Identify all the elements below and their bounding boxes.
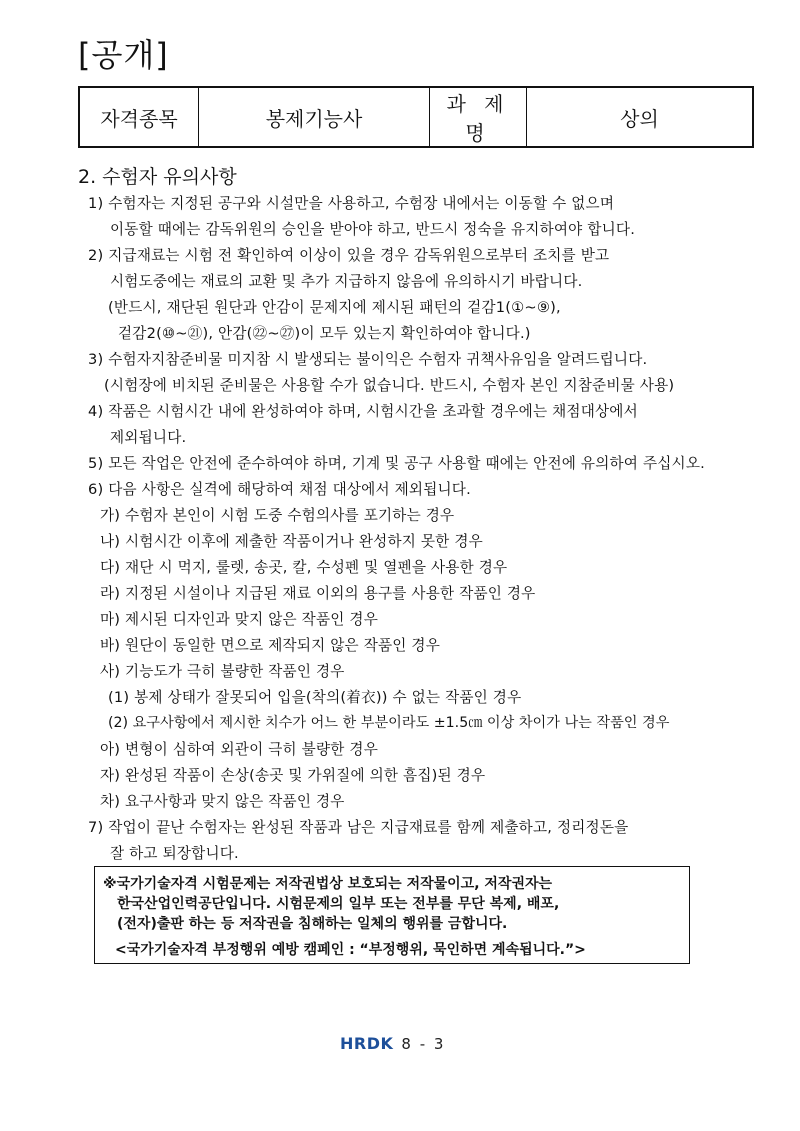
instruction-line: 겉감2(⑩~㉑), 안감(㉒~㉗)이 모두 있는지 확인하여야 합니다.): [118, 325, 531, 342]
instruction-line: 나) 시험시간 이후에 제출한 작품이거나 완성하지 못한 경우: [100, 533, 483, 550]
instruction-line: 7) 작업이 끝난 수험자는 완성된 작품과 남은 지급재료를 함께 제출하고, 정리정돈을: [88, 819, 629, 836]
instruction-line: (2) 요구사항에서 제시한 치수가 어느 한 부분이라도 ±1.5㎝ 이상 차이가 나는 작품인 경우: [108, 715, 670, 731]
instruction-line: 제외됩니다.: [110, 429, 187, 446]
instruction-line: 3) 수험자지참준비물 미지참 시 발생되는 불이익은 수험자 귀책사유임을 알려드립니다.: [88, 351, 648, 368]
instruction-line: 바) 원단이 동일한 면으로 제작되지 않은 작품인 경우: [100, 637, 441, 654]
instruction-line: 라) 지정된 시설이나 지급된 재료 이외의 용구를 사용한 작품인 경우: [100, 585, 536, 602]
hrdk-logo: HRDK: [340, 1034, 394, 1053]
instruction-line: 가) 수험자 본인이 시험 도중 수험의사를 포기하는 경우: [100, 507, 455, 524]
instruction-line: 시험도중에는 재료의 교환 및 추가 지급하지 않음에 유의하시기 바랍니다.: [110, 273, 583, 290]
instruction-line: 4) 작품은 시험시간 내에 완성하여야 하며, 시험시간을 초과할 경우에는 채점대상에서: [88, 403, 638, 420]
notice-line: 한국산업인력공단입니다. 시험문제의 일부 또는 전부를 무단 복제, 배포,: [117, 896, 560, 912]
instruction-line: 1) 수험자는 지정된 공구와 시설만을 사용하고, 수험장 내에서는 이동할 수 없으며: [88, 195, 615, 212]
page-label: [공개]: [78, 36, 169, 74]
instruction-line: 6) 다음 사항은 실격에 해당하여 채점 대상에서 제외됩니다.: [88, 481, 471, 498]
instruction-line: (반드시, 재단된 원단과 안감이 문제지에 제시된 패턴의 겉감1(①~⑨),: [108, 299, 561, 316]
task-value: 상의: [527, 87, 754, 147]
copyright-notice: [94, 866, 690, 964]
field-value: 봉제기능사: [199, 87, 430, 147]
field-label: 자격종목: [79, 87, 199, 147]
task-label: 과 제 명: [430, 87, 527, 147]
instruction-line: 5) 모든 작업은 안전에 준수하여야 하며, 기계 및 공구 사용할 때에는 안전에 유의하여 주십시오.: [88, 455, 705, 472]
section-title: 2. 수험자 유의사항: [78, 166, 237, 188]
instruction-line: 잘 하고 퇴장합니다.: [110, 845, 239, 862]
instruction-line: (1) 봉제 상태가 잘못되어 입을(착의(着衣)) 수 없는 작품인 경우: [108, 689, 522, 706]
page-footer: [340, 1034, 445, 1053]
instruction-line: 아) 변형이 심하여 외관이 극히 불량한 경우: [100, 741, 378, 758]
info-table: [78, 86, 754, 148]
instruction-line: 차) 요구사항과 맞지 않은 작품인 경우: [100, 793, 345, 810]
notice-line: (전자)출판 하는 등 저작권을 침해하는 일체의 행위를 금합니다.: [117, 916, 508, 932]
page-number: 8 - 3: [401, 1034, 446, 1053]
instruction-line: 마) 제시된 디자인과 맞지 않은 작품인 경우: [100, 611, 378, 628]
instruction-line: (시험장에 비치된 준비물은 사용할 수가 없습니다. 반드시, 수험자 본인 지참준비물 사용): [104, 377, 675, 394]
notice-line: <국가기술자격 부정행위 예방 캠페인 : “부정행위, 묵인하면 계속됩니다.”>: [115, 942, 586, 958]
notice-line: ※국가기술자격 시험문제는 저작권법상 보호되는 저작물이고, 저작권자는: [103, 876, 553, 892]
instruction-line: 다) 재단 시 먹지, 룰렛, 송곳, 칼, 수성펜 및 열펜을 사용한 경우: [100, 559, 508, 576]
instruction-line: 2) 지급재료는 시험 전 확인하여 이상이 있을 경우 감독위원으로부터 조치를 받고: [88, 247, 610, 264]
instruction-line: 자) 완성된 작품이 손상(송곳 및 가위질에 의한 흠집)된 경우: [100, 767, 486, 784]
instruction-line: 이동할 때에는 감독위원의 승인을 받아야 하고, 반드시 정숙을 유지하여야 합니다.: [110, 221, 636, 238]
instruction-line: 사) 기능도가 극히 불량한 작품인 경우: [100, 663, 345, 680]
